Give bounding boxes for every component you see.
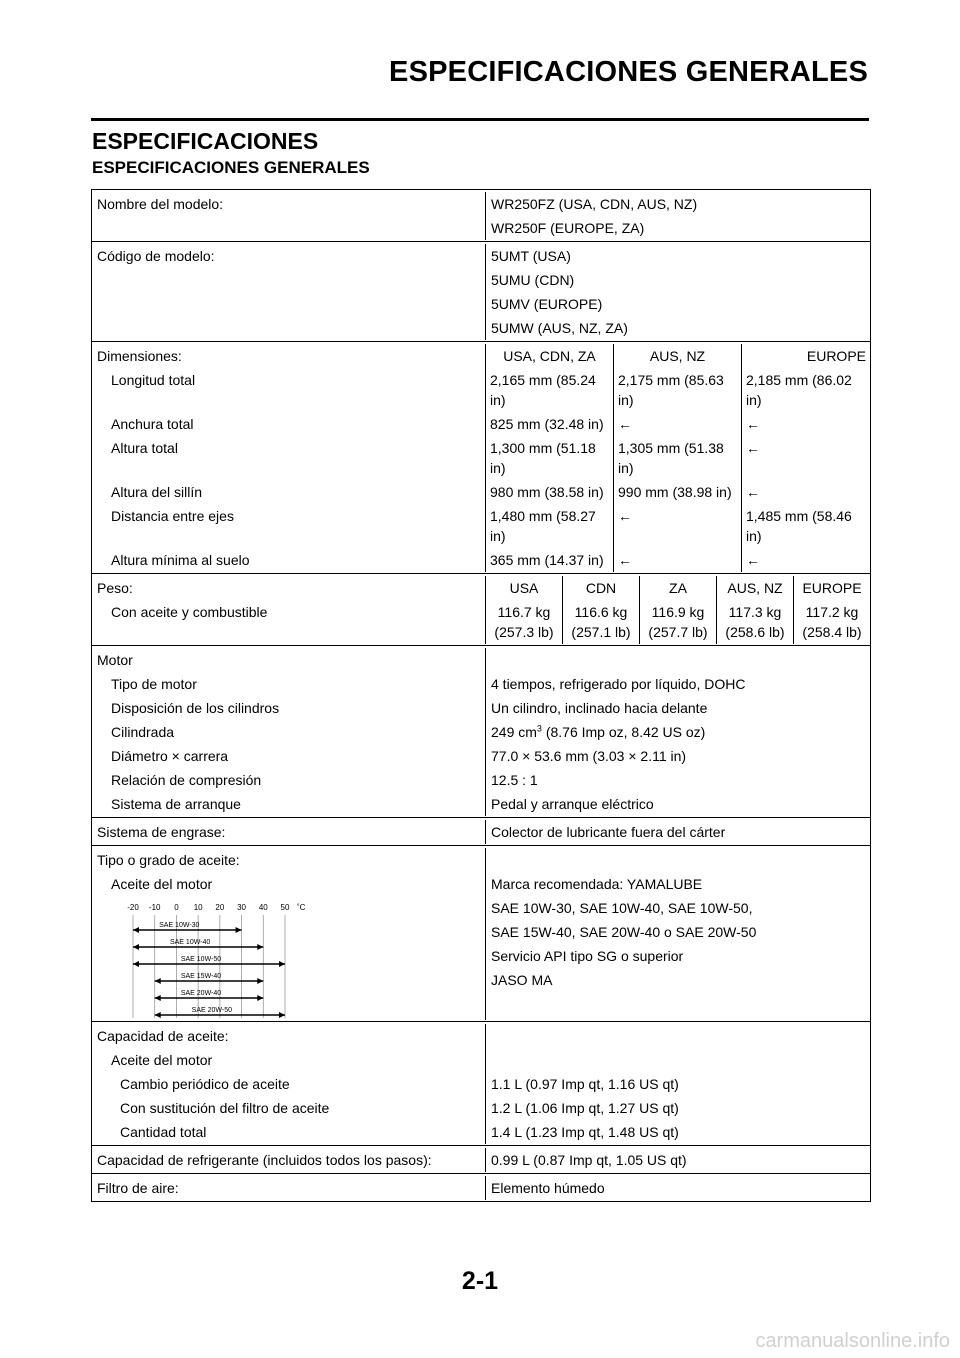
oil-capacity-label: Capacidad de aceite: [97, 1028, 229, 1044]
engine-row-label: Sistema de arranque [111, 796, 241, 812]
series-label: SAE 20W-40 [180, 990, 222, 997]
engine-value: 4 tiempos, refrigerado por líquido, DOHC [485, 672, 870, 696]
arrow-head-left [155, 1012, 161, 1018]
weight-col-header: CDN [562, 576, 639, 600]
oil-capacity-row-label: Cantidad total [120, 1124, 207, 1140]
oil-type-value: JASO MA [491, 972, 553, 988]
coolant-label: Capacidad de refrigerante (incluidos todos los pasos): [97, 1152, 432, 1168]
oil-type-sub-label: Aceite del motor [111, 876, 213, 892]
dim-cell: 1,305 mm (51.38 in) [613, 436, 741, 480]
weight-cell: 117.2 kg (258.4 lb) [793, 600, 870, 644]
oil-capacity-row-label: Con sustitución del filtro de aceite [120, 1100, 330, 1116]
series-label: SAE 10W-50 [180, 956, 222, 963]
oil-type-value: Servicio API tipo SG o superior [491, 948, 684, 964]
model-section [92, 190, 870, 241]
engine-row-label: Diámetro × carrera [111, 748, 229, 764]
series-label: SAE 15W-40 [180, 973, 222, 980]
dim-cell: 1,480 mm (58.27 in) [485, 504, 613, 548]
engine-section [92, 645, 870, 817]
oil-type-value: Marca recomendada: YAMALUBE [485, 872, 870, 896]
dim-cell: 2,185 mm (86.02 in) [741, 368, 870, 412]
dim-cell: ← [741, 412, 870, 436]
dim-cell: ← [741, 436, 870, 480]
weight-row-label: Con aceite y combustible [111, 604, 268, 620]
dim-cell: 2,165 mm (85.24 in) [485, 368, 613, 412]
oil-capacity-section [92, 1021, 870, 1145]
lubrication-label: Sistema de engrase: [97, 824, 226, 840]
engine-row-label: Cilindrada [111, 724, 175, 740]
series-label: SAE 10W-40 [169, 939, 211, 946]
lubrication-value: Colector de lubricante fuera del cárter [485, 820, 870, 844]
oil-type-label: Tipo o grado de aceite: [97, 852, 240, 868]
spec-table [91, 189, 871, 1202]
dim-cell: 980 mm (38.58 in) [485, 480, 613, 504]
weight-cell: 116.9 kg (257.7 lb) [639, 600, 716, 644]
oil-type-value: SAE 10W-30, SAE 10W-40, SAE 10W-50, [491, 900, 753, 916]
code-value: 5UMT (USA) [485, 244, 870, 268]
dim-row-label: Anchura total [111, 416, 194, 432]
oil-capacity-row-label: Cambio periódico de aceite [120, 1076, 290, 1092]
weight-col-header: USA [485, 576, 562, 600]
arrow-head-left [155, 995, 161, 1001]
dim-cell: 825 mm (32.48 in) [485, 412, 613, 436]
air-filter-value: Elemento húmedo [485, 1176, 870, 1200]
arrow-head-right [236, 927, 242, 933]
weight-section [92, 573, 870, 645]
arrow-head-right [279, 961, 285, 967]
dim-cell: 990 mm (38.98 in) [613, 480, 741, 504]
engine-row-label: Disposición de los cilindros [111, 700, 280, 716]
dim-cell: 2,175 mm (85.63 in) [613, 368, 741, 412]
engine-row-label: Tipo de motor [111, 676, 197, 692]
dim-col-header: AUS, NZ [613, 344, 741, 368]
dim-row-label: Altura mínima al suelo [111, 552, 250, 568]
dim-cell: 1,300 mm (51.18 in) [485, 436, 613, 480]
x-tick-label: 10 [193, 903, 203, 912]
header-rule [91, 118, 869, 121]
arrow-head-left [133, 944, 139, 950]
weight-label: Peso: [97, 580, 133, 596]
weight-col-header: AUS, NZ [716, 576, 793, 600]
engine-label: Motor [97, 652, 133, 668]
dim-cell: 1,485 mm (58.46 in) [741, 504, 870, 548]
engine-row-label: Relación de compresión [111, 772, 262, 788]
dim-row-label: Longitud total [111, 372, 196, 388]
arrow-head-right [257, 995, 263, 1001]
code-section [92, 241, 870, 341]
oil-capacity-value: 1.2 L (1.06 Imp qt, 1.27 US qt) [485, 1096, 870, 1120]
arrow-head-right [257, 944, 263, 950]
oil-type-section [92, 845, 870, 1021]
oil-type-value: SAE 15W-40, SAE 20W-40 o SAE 20W-50 [491, 924, 757, 940]
series-label: SAE 10W-30 [159, 922, 200, 929]
arrow-head-right [257, 978, 263, 984]
dim-col-header: EUROPE [741, 344, 870, 368]
watermark: carmanualsonline.info [755, 1330, 950, 1352]
arrow-head-right [279, 1012, 285, 1018]
x-tick-label: 50 [280, 903, 290, 912]
page-header-title: ESPECIFICACIONES GENERALES [389, 56, 868, 88]
dim-cell: ← [741, 548, 870, 572]
series-label: SAE 20W-50 [191, 1007, 233, 1014]
x-tick-label: 30 [237, 903, 247, 912]
x-tick-label: -20 [127, 903, 139, 912]
section-title: ESPECIFICACIONES [92, 128, 319, 154]
dim-cell: ← [613, 548, 741, 572]
oil-temperature-chart [97, 898, 317, 1022]
dim-row-label: Altura total [111, 440, 178, 456]
page-number: 2-1 [461, 1267, 499, 1295]
air-filter-label: Filtro de aire: [97, 1180, 179, 1196]
dimensions-label: Dimensiones: [97, 348, 182, 364]
code-value: 5UMV (EUROPE) [485, 292, 870, 316]
unit-label: ˚C [297, 903, 306, 912]
dimensions-section [92, 341, 870, 573]
arrow-head-left [133, 961, 139, 967]
dim-cell: ← [741, 480, 870, 504]
oil-capacity-value: 1.4 L (1.23 Imp qt, 1.48 US qt) [485, 1120, 870, 1144]
dim-row-label: Distancia entre ejes [111, 508, 234, 524]
dim-cell: 365 mm (14.37 in) [485, 548, 613, 572]
oil-capacity-sub-label: Aceite del motor [111, 1052, 213, 1068]
weight-cell: 116.6 kg (257.1 lb) [562, 600, 639, 644]
dim-cell: ← [613, 412, 741, 436]
subsection-title: ESPECIFICACIONES GENERALES [92, 158, 370, 177]
model-value: WR250F (EUROPE, ZA) [485, 216, 870, 240]
x-tick-label: 40 [258, 903, 268, 912]
arrow-head-left [133, 927, 139, 933]
engine-value: 12.5 : 1 [485, 768, 870, 792]
air-filter-section [92, 1173, 870, 1201]
x-tick-label: 0 [174, 903, 179, 912]
engine-value: Pedal y arranque eléctrico [485, 792, 870, 816]
coolant-value: 0.99 L (0.87 Imp qt, 1.05 US qt) [485, 1148, 870, 1172]
weight-col-header: ZA [639, 576, 716, 600]
code-value: 5UMW (AUS, NZ, ZA) [485, 316, 870, 340]
code-value: 5UMU (CDN) [485, 268, 870, 292]
oil-capacity-value: 1.1 L (0.97 Imp qt, 1.16 US qt) [485, 1072, 870, 1096]
model-label: Nombre del modelo: [97, 196, 224, 212]
weight-cell: 116.7 kg (257.3 lb) [485, 600, 562, 644]
x-tick-label: -10 [148, 903, 161, 912]
dim-row-label: Altura del sillín [111, 484, 203, 500]
dim-col-header: USA, CDN, ZA [485, 344, 613, 368]
engine-value: 77.0 × 53.6 mm (3.03 × 2.11 in) [485, 744, 870, 768]
weight-col-header: EUROPE [793, 576, 870, 600]
displacement-value: 249 $cm^3$ (8.76 Imp oz, 8.42 US oz) [485, 720, 870, 744]
dim-cell: ← [613, 504, 741, 548]
lubrication-section [92, 817, 870, 845]
code-label: Código de modelo: [97, 248, 215, 264]
coolant-section [92, 1145, 870, 1173]
x-tick-label: 20 [215, 903, 225, 912]
model-value: WR250FZ (USA, CDN, AUS, NZ) [485, 192, 870, 216]
arrow-head-left [155, 978, 161, 984]
engine-value: Un cilindro, inclinado hacia delante [485, 696, 870, 720]
weight-cell: 117.3 kg (258.6 lb) [716, 600, 793, 644]
